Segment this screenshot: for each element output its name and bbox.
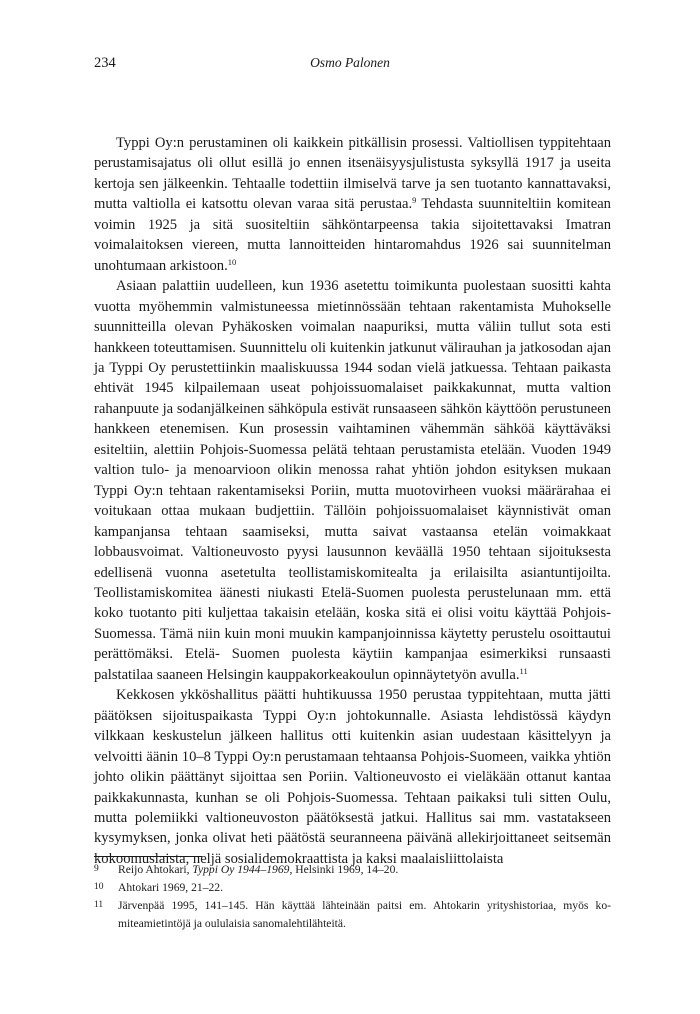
paragraph-3: [94, 685, 611, 869]
footnote-9: [94, 861, 611, 879]
footnote-ref-11[interactable]: 11: [519, 665, 528, 676]
footnote-number: 10: [94, 882, 104, 892]
footnote-text: Ahtokari 1969, 21–22.: [118, 881, 223, 894]
footnote-ref-10[interactable]: 10: [227, 256, 237, 267]
footnote-text-part: , Helsinki 1969, 14–20.: [289, 863, 399, 876]
footnote-book-title: Typpi Oy 1944–1969: [192, 863, 290, 876]
footnote-text-part: Reijo Ahtokari,: [118, 863, 193, 876]
paragraph-3-text: Kekkosen ykköshallitus päätti huhtikuussa 1950 perustaa typpitehtaan, mutta jätti päätöksen sijoituspaikasta Typpi Oy:n johtokunnalle. Asiasta lehdistössä käydyn vilkkaan keskustelun jälkeen hallitus otti kuitenkin asian uudestaan käsittelyyn ja velvoitti äänin 10–8 Typpi Oy:n perustamaan tehtaansa Pohjois-Suomeen, vaikka yhtiön johto olikin päättänyt sijoittaa sen Poriin. Valtioneuvosto ei vieläkään ottanut kantaa paikkakunnasta, kunhan se oli Pohjois-Suomessa. Tehtaan paikaksi tuli sitten Oulu, mutta polemiikki valtioneuvoston päätöksestä jatkui. Hallitus sai mm. vastatakseen kysymyksen, jonka olivat heti päätöstä seuranneena päivänä allekirjoittaneet seitsemän kokoomuslaista, neljä sosialidemokraattista ja kaksi maalaisliittolaista: [94, 687, 611, 867]
footnote-number: 11: [94, 900, 104, 910]
footnote-10: [94, 879, 611, 897]
body-text: [94, 133, 611, 869]
footnotes: [94, 861, 611, 933]
paragraph-2: [94, 276, 611, 685]
footnote-text: Järvenpää 1995, 141–145. Hän käyttää lähteinään paitsi em. Ahtokarin yrityshistoriaa, myös komiteamietintöjä ja oululaisia sanomalehtilähteitä.: [118, 899, 611, 930]
footnote-text: [118, 861, 611, 879]
footnote-11: [94, 897, 611, 933]
paragraph-1: [94, 133, 611, 276]
paragraph-1-text: Typpi Oy:n perustaminen oli kaikkein pitkällisin prosessi. Valtiollisen typpitehtaan perustamisajatus oli ollut esillä jo ennen itsenäisyysjulistusta syksyllä 1917 ja useita kertoja sen jälkeenkin. Tehtaalle todettiin ilmiselvä tarve ja sen tuotanto kannattavaksi, mutta valtiolla ei katsottu olevan varaa sitä perustaa.: [94, 135, 611, 213]
footnote-number: 9: [94, 864, 99, 874]
page-number: 234: [94, 55, 116, 71]
footnote-ref-9[interactable]: 9: [412, 195, 417, 206]
footnote-divider: [94, 856, 202, 857]
running-head: Osmo Palonen: [310, 55, 390, 70]
paragraph-2-text: Asiaan palattiin uudelleen, kun 1936 asetettu toimikunta puolestaan suositti kahta vuotta myöhemmin valmistuneessa mietinnössään tehtaan rakentamista Muhokselle suunnitteilla olevan Pyhäkosken voimalan naapuriksi, mutta väliin tullut sota esti hankkeen toteuttamisen. Suunnittelu oli kuitenkin jatkunut välirauhan ja jatkosodan ajan ja Typpi Oy perustettiinkin maaliskuussa 1944 sodan vielä jatkuessa. Tehtaan paikasta ehtivät 1945 kilpailemaan useat pohjoissuomalaiset paikkakunnat, mutta valtion rahanpuute ja sodanjälkeinen sähköpula estivät runsaaseen sähkön käyttöön perustuneen hankkeen etenemisen. Kun prosessin vaihtaminen vähemmän sähköä käyttäväksi esiteltiin, alettiin Pohjois-Suomessa pelätä tehtaan perustamista etelään. Vuoden 1949 valtion tulo- ja menoarvioon olikin menossa rahat yhtiön johdon esityksen mukaan Typpi Oy:n tehtaan rakentamiseksi Poriin, mutta muotovirheen vuoksi määrärahaa ei voitukaan ottaa mukaan budjettiin. Tällöin pohjoissuomalaiset käynnistivät oman kampanjansa tehtaan saamiseksi, mutta saivat vastaansa etelän voimakkaat lobbausvoimat. Valtioneuvosto pyysi lausunnon keväällä 1950 tehtaan sijoituksesta edellisenä vuonna asetetulta teollistamiskomitealta ja erilaisilta asiantuntijoilta. Teollistamiskomitea äänesti niukasti Etelä-Suomen puolesta perustelunaan mm. että koko tuotanto piti kuljettaa takaisin etelään, koska sitä ei olisi voitu käyttää Pohjois-Suomessa. Tämä niin kuin moni muukin kampanjoinnissa käytetty perustelu osoittautui perättömäksi. Etelä- Suomen puolesta käytiin kampanjaa esimerkiksi runsaasti palstatilaa saaneen Helsingin kauppakorkeakoulun opinnäytetyön avulla.: [94, 278, 611, 683]
paragraph-1-text-cont: Tehdasta suunniteltiin komitean voimin 1925 ja sitä suositeltiin sähköntarpeensa takia sijoitettavaksi Imatran voimalaitoksen viereen, mutta lannoitteiden hintaromahdus 1926 sai suunnitelman unohtumaan arkistoon.: [94, 196, 611, 274]
